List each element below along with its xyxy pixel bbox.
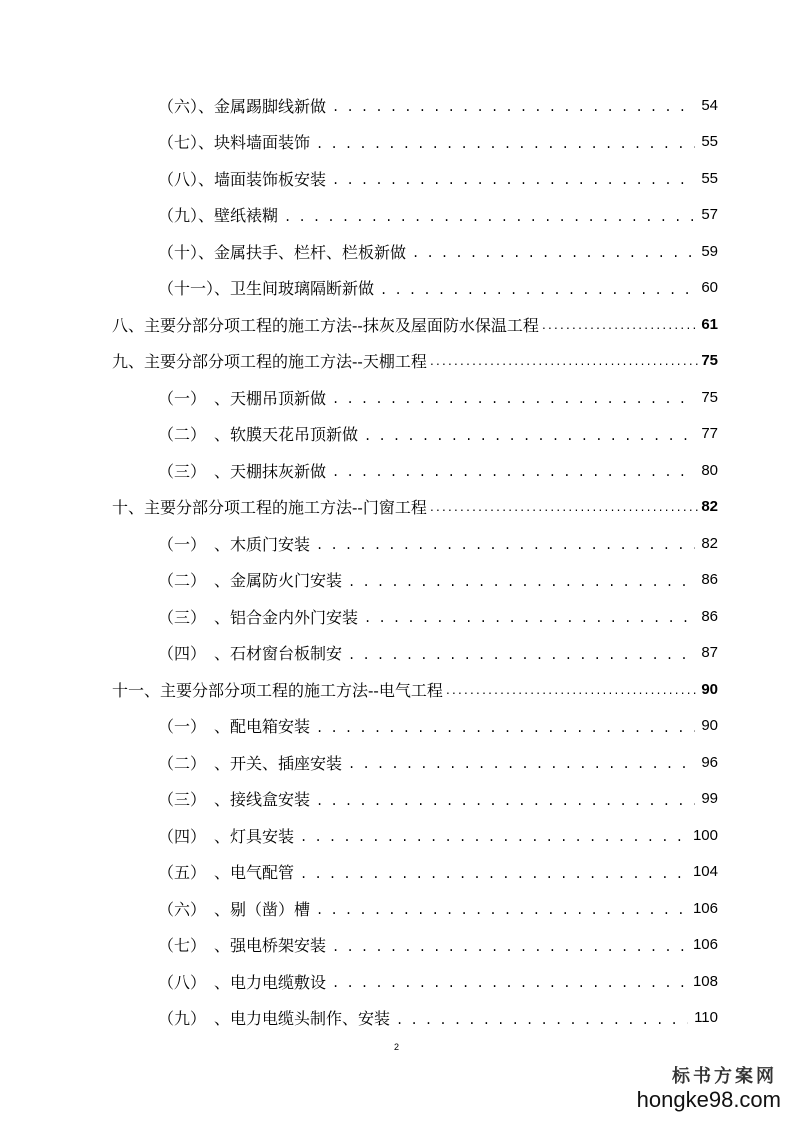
toc-entry-label: （七）、块料墙面装饰 — [158, 133, 311, 152]
toc-entry-label: （二） 、金属防火门安装 — [158, 571, 343, 590]
toc-dot-leader — [332, 940, 687, 954]
toc-entry-page-number: 99 — [701, 790, 718, 807]
toc-section-entry[interactable] — [158, 87, 718, 123]
toc-section-entry[interactable] — [158, 781, 718, 817]
toc-section-entry[interactable] — [158, 927, 718, 963]
toc-dot-leader — [429, 503, 699, 514]
toc-dot-leader — [348, 648, 695, 662]
toc-entry-label: （八）、墙面装饰板安装 — [158, 169, 327, 189]
toc-entry-page-number: 86 — [701, 607, 718, 625]
toc-entry-page-number: 90 — [701, 680, 718, 698]
toc-dot-leader — [316, 721, 695, 735]
toc-entry-label: （二） 、开关、插座安装 — [158, 753, 343, 773]
toc-dot-leader — [380, 283, 695, 297]
toc-section-entry[interactable] — [158, 854, 718, 890]
toc-entry-page-number: 54 — [701, 96, 718, 114]
toc-entry-label: （十）、金属扶手、栏杆、栏板新做 — [158, 242, 407, 262]
toc-dot-leader — [429, 357, 699, 368]
toc-section-entry[interactable] — [158, 416, 718, 452]
toc-entry-label: （十一）、卫生间玻璃隔断新做 — [158, 279, 375, 298]
toc-section-entry[interactable] — [158, 160, 718, 196]
page-number: 2 — [393, 1042, 399, 1052]
toc-entry-label: （一） 、天棚吊顶新做 — [158, 388, 327, 408]
toc-dot-leader — [332, 173, 695, 187]
toc-entry-label: 十、主要分部分项工程的施工方法--门窗工程 — [112, 498, 427, 517]
watermark — [637, 1066, 781, 1112]
watermark-url: hongke98.com — [636, 1087, 781, 1112]
toc-entry-label: （八） 、电力电缆敷设 — [158, 972, 327, 992]
toc-dot-leader — [541, 321, 699, 332]
toc-chapter-entry[interactable] — [112, 489, 718, 525]
toc-chapter-entry[interactable] — [112, 343, 718, 379]
toc-dot-leader — [316, 538, 695, 552]
toc-entry-page-number: 108 — [692, 972, 718, 990]
toc-dot-leader — [348, 575, 695, 589]
toc-dot-leader — [412, 246, 695, 260]
toc-entry-page-number: 82 — [701, 534, 718, 552]
toc-entry-page-number: 87 — [701, 644, 718, 661]
watermark-site-name: 标书方案网 — [672, 1066, 777, 1087]
toc-entry-page-number: 59 — [701, 242, 718, 260]
toc-entry-label: （三） 、天棚抹灰新做 — [158, 461, 327, 481]
toc-entry-page-number: 55 — [701, 169, 718, 187]
toc-section-entry[interactable] — [158, 562, 718, 598]
toc-dot-leader — [332, 465, 695, 479]
toc-entry-page-number: 75 — [701, 352, 718, 369]
toc-entry-label: （三） 、接线盒安装 — [158, 790, 311, 809]
toc-entry-label: 八、主要分部分项工程的施工方法--抹灰及屋面防水保温工程 — [112, 315, 539, 335]
toc-chapter-entry[interactable] — [112, 671, 718, 707]
toc-dot-leader — [332, 392, 695, 406]
toc-entry-page-number: 77 — [701, 425, 718, 442]
toc-entry-page-number: 80 — [701, 461, 718, 479]
toc-entry-page-number: 75 — [701, 388, 718, 406]
toc-entry-label: 九、主要分部分项工程的施工方法--天棚工程 — [112, 352, 427, 371]
toc-entry-page-number: 96 — [701, 753, 718, 771]
toc-entry-page-number: 61 — [701, 315, 718, 333]
toc-entry-label: （五） 、电气配管 — [158, 863, 295, 882]
toc-entry-label: （九） 、电力电缆头制作、安装 — [158, 1009, 391, 1028]
toc-entry-label: （二） 、软膜天花吊顶新做 — [158, 425, 359, 444]
toc-section-entry[interactable] — [158, 744, 718, 780]
toc-dot-leader — [316, 137, 695, 151]
toc-section-entry[interactable] — [158, 452, 718, 488]
toc-section-entry[interactable] — [158, 525, 718, 561]
toc-entry-page-number: 57 — [701, 206, 718, 223]
toc-entry-page-number: 104 — [692, 863, 718, 880]
toc-dot-leader — [445, 686, 699, 697]
toc-dot-leader — [300, 830, 687, 844]
toc-section-entry[interactable] — [158, 1000, 718, 1036]
toc-entry-label: （四） 、石材窗台板制安 — [158, 644, 343, 663]
toc-entry-label: 十一、主要分部分项工程的施工方法--电气工程 — [112, 680, 443, 700]
toc-section-entry[interactable] — [158, 233, 718, 269]
toc-section-entry[interactable] — [158, 890, 718, 926]
toc-entry-label: （六） 、剔（凿）槽 — [158, 899, 311, 919]
toc-dot-leader — [348, 757, 695, 771]
toc-section-entry[interactable] — [158, 197, 718, 233]
toc-section-entry[interactable] — [158, 963, 718, 999]
toc-entry-page-number: 90 — [701, 717, 718, 734]
toc-section-entry[interactable] — [158, 708, 718, 744]
toc-entry-page-number: 100 — [692, 826, 718, 844]
toc-entry-page-number: 82 — [701, 498, 718, 515]
toc-dot-leader — [364, 429, 695, 443]
toc-dot-leader — [316, 794, 695, 808]
toc-entry-label: （三） 、铝合金内外门安装 — [158, 607, 359, 627]
toc-entry-label: （一） 、木质门安装 — [158, 534, 311, 554]
toc-section-entry[interactable] — [158, 270, 718, 306]
toc-section-entry[interactable] — [158, 635, 718, 671]
toc-entry-page-number: 86 — [701, 571, 718, 588]
toc-entry-label: （七） 、强电桥架安装 — [158, 936, 327, 955]
toc-dot-leader — [332, 100, 695, 114]
toc-dot-leader — [364, 611, 695, 625]
toc-entry-label: （九）、壁纸裱糊 — [158, 206, 279, 225]
toc-section-entry[interactable] — [158, 598, 718, 634]
toc-entry-page-number: 106 — [692, 899, 718, 917]
toc-entry-page-number: 55 — [701, 133, 718, 150]
toc-dot-leader — [332, 976, 687, 990]
toc-dot-leader — [396, 1013, 688, 1027]
toc-section-entry[interactable] — [158, 379, 718, 415]
toc-entry-label: （一） 、配电箱安装 — [158, 717, 311, 736]
toc-entry-page-number: 106 — [692, 936, 718, 953]
toc-section-entry[interactable] — [158, 124, 718, 160]
toc-entry-label: （六）、金属踢脚线新做 — [158, 96, 327, 116]
toc-dot-leader — [284, 210, 695, 224]
toc-dot-leader — [300, 867, 687, 881]
toc-entry-page-number: 110 — [694, 1009, 718, 1026]
toc-dot-leader — [316, 903, 687, 917]
toc-entry-page-number: 60 — [701, 279, 718, 296]
toc-chapter-entry[interactable] — [112, 306, 718, 342]
toc-entry-label: （四） 、灯具安装 — [158, 826, 295, 846]
toc-section-entry[interactable] — [158, 817, 718, 853]
